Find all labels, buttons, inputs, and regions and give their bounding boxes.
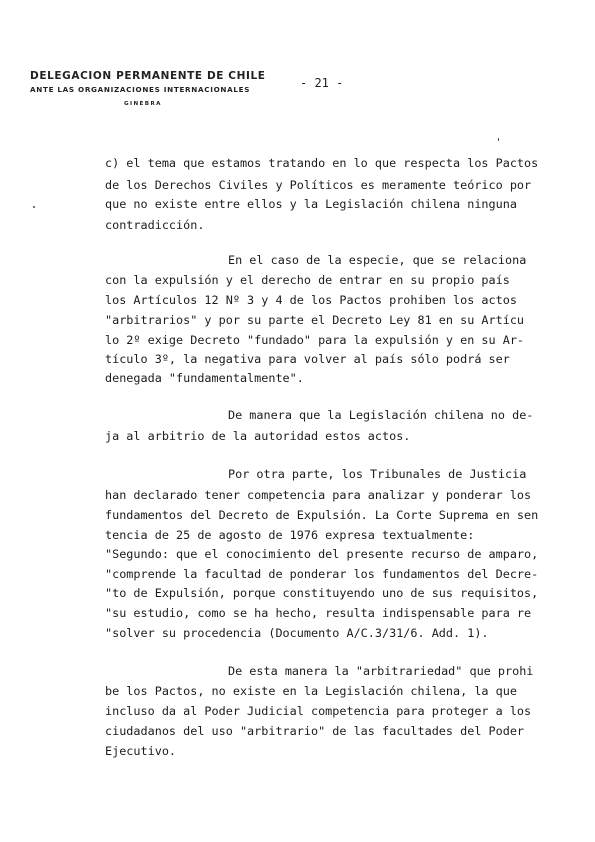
text-line: De manera que la Legislación chilena no de-: [228, 408, 534, 422]
text-line: que no existe entre ellos y la Legislación chilena ninguna: [105, 197, 517, 211]
text-line: "su estudio, como se ha hecho, resulta indispensable para re: [105, 606, 532, 620]
text-line: han declarado tener competencia para analizar y ponderar los: [105, 488, 532, 502]
text-line: fundamentos del Decreto de Expulsión. La Corte Suprema en sen: [105, 508, 539, 522]
text-line: De esta manera la "arbitrariedad" que prohi: [228, 664, 534, 678]
letterhead-line-2: ANTE LAS ORGANIZACIONES INTERNACIONALES: [30, 85, 251, 94]
text-line: tencia de 25 de agosto de 1976 expresa textualmente:: [105, 528, 475, 542]
page-number: - 21 -: [300, 76, 344, 90]
letterhead-line-3: GINEBRA: [124, 101, 162, 107]
letterhead-line-1: DELEGACION PERMANENTE DE CHILE: [30, 70, 266, 82]
text-line: "comprende la facultad de ponderar los fundamentos del Decre-: [105, 567, 539, 581]
text-line: de los Derechos Civiles y Políticos es meramente teórico por: [105, 178, 532, 192]
margin-speck: [498, 138, 499, 141]
letterhead: [30, 70, 266, 109]
text-line: "solver su procedencia (Documento A/C.3/31/6. Add. 1).: [105, 626, 489, 640]
text-line: tículo 3º, la negativa para volver al país sólo podrá ser: [105, 352, 510, 366]
text-line: incluso da al Poder Judicial competencia para proteger a los: [105, 704, 532, 718]
text-line: Por otra parte, los Tribunales de Justicia: [228, 467, 527, 481]
text-line: Ejecutivo.: [105, 744, 177, 758]
text-line: be los Pactos, no existe en la Legislación chilena, la que: [105, 684, 517, 698]
text-line: ciudadanos del uso "arbitrario" de las facultades del Poder: [105, 724, 525, 738]
text-line: "arbitrarios" y por su parte el Decreto Ley 81 en su Artícu: [105, 313, 525, 327]
text-line: En el caso de la especie, que se relaciona: [228, 253, 527, 267]
text-line: con la expulsión y el derecho de entrar en su propio país: [105, 273, 510, 287]
text-line: lo 2º exige Decreto "fundado" para la expulsión y en su Ar-: [105, 333, 525, 347]
text-line: "Segundo: que el conocimiento del presente recurso de amparo,: [105, 547, 539, 561]
text-line: c) el tema que estamos tratando en lo que respecta los Pactos: [105, 156, 539, 170]
text-line: denegada "fundamentalmente".: [105, 371, 304, 385]
text-line: ja al arbitrio de la autoridad estos actos.: [105, 429, 411, 443]
margin-speck: [33, 206, 35, 208]
text-line: contradicción.: [105, 218, 205, 232]
text-line: los Artículos 12 Nº 3 y 4 de los Pactos prohiben los actos: [105, 293, 517, 307]
text-line: "to de Expulsión, porque constituyendo uno de sus requisitos,: [105, 586, 539, 600]
